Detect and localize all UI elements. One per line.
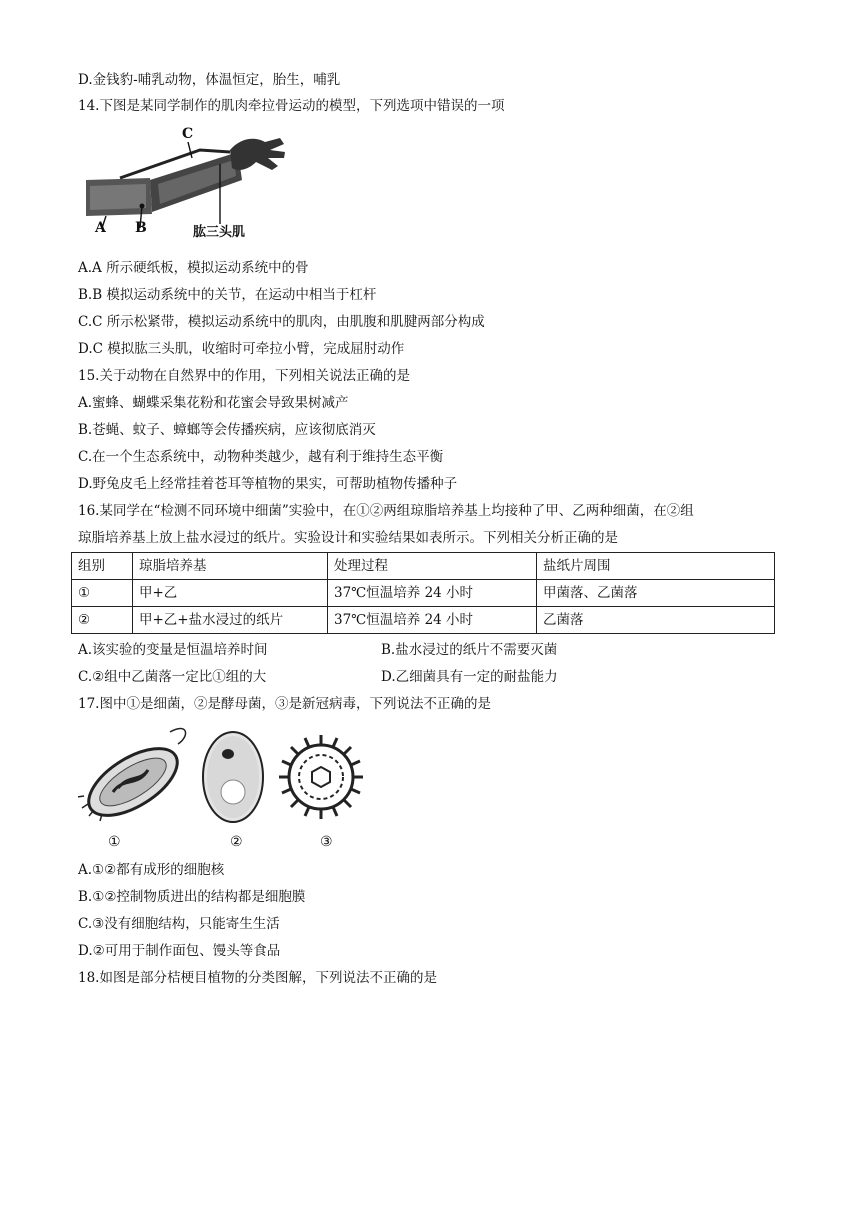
muscle-model-drawing xyxy=(80,128,295,243)
label-bacterium: ① xyxy=(108,834,121,850)
q16-option-c: C.②组中乙菌落一定比①组的大 xyxy=(78,669,267,685)
microbes-figure xyxy=(78,722,378,857)
results-table xyxy=(71,552,775,634)
q16-options-row1 xyxy=(78,640,778,660)
label-virus: ③ xyxy=(320,834,333,850)
q17-option-d: D.②可用于制作面包、馒头等食品 xyxy=(78,943,281,959)
header-cell: 琼脂培养基 xyxy=(133,553,328,580)
muscle-model-figure xyxy=(80,128,295,243)
q16-option-a: A.该实验的变量是恒温培养时间 xyxy=(78,642,268,658)
table-cell: 37℃恒温培养 24 小时 xyxy=(328,607,537,634)
q14-stem: 14.下图是某同学制作的肌肉牵拉骨运动的模型，下列选项中错误的一项 xyxy=(78,98,505,114)
q18-stem: 18.如图是部分桔梗目植物的分类图解，下列说法不正确的是 xyxy=(78,970,437,986)
q15-option-b: B.苍蝇、蚊子、蟑螂等会传播疾病，应该彻底消灭 xyxy=(78,422,376,438)
table-cell: ① xyxy=(72,580,133,607)
q17-option-a: A.①②都有成形的细胞核 xyxy=(78,862,225,878)
q13-option-d: D.金钱豹-哺乳动物，体温恒定，胎生，哺乳 xyxy=(78,72,341,88)
microbes-drawing xyxy=(78,722,378,832)
q17-option-c: C.③没有细胞结构，只能寄生生活 xyxy=(78,916,280,932)
q16-option-d: D.乙细菌具有一定的耐盐能力 xyxy=(381,669,558,685)
table-cell: 甲+乙+盐水浸过的纸片 xyxy=(133,607,328,634)
q14-option-b: B.B 模拟运动系统中的关节，在运动中相当于杠杆 xyxy=(78,287,377,303)
q17-option-b: B.①②控制物质进出的结构都是细胞膜 xyxy=(78,889,306,905)
table-row xyxy=(72,607,775,634)
table-cell: 甲菌落、乙菌落 xyxy=(537,580,775,607)
header-cell: 盐纸片周围 xyxy=(537,553,775,580)
q14-option-d: D.C 模拟肱三头肌，收缩时可牵拉小臂，完成屈肘动作 xyxy=(78,341,405,357)
table-cell: 乙菌落 xyxy=(537,607,775,634)
table-header-row xyxy=(72,553,775,580)
q16-stem-line2: 琼脂培养基上放上盐水浸过的纸片。实验设计和实验结果如表所示。下列相关分析正确的是 xyxy=(78,530,618,546)
q15-option-d: D.野兔皮毛上经常挂着苍耳等植物的果实，可帮助植物传播种子 xyxy=(78,476,458,492)
q16-option-b: B.盐水浸过的纸片不需要灭菌 xyxy=(381,642,558,658)
q14-option-c: C.C 所示松紧带，模拟运动系统中的肌肉，由肌腹和肌腱两部分构成 xyxy=(78,314,485,330)
table-row xyxy=(72,580,775,607)
bacterium-drawing xyxy=(78,729,188,829)
table-cell: ② xyxy=(72,607,133,634)
q14-option-a: A.A 所示硬纸板，模拟运动系统中的骨 xyxy=(78,260,309,276)
label-c: C xyxy=(182,126,194,142)
label-b: B xyxy=(135,220,147,236)
q16-options-row2 xyxy=(78,667,778,687)
q15-stem: 15.关于动物在自然界中的作用，下列相关说法正确的是 xyxy=(78,368,410,384)
q15-option-a: A.蜜蜂、蝴蝶采集花粉和花蜜会导致果树减产 xyxy=(78,395,349,411)
q16-stem-line1: 16.某同学在“检测不同环境中细菌”实验中，在①②两组琼脂培养基上均接种了甲、乙两种细菌，在②组 xyxy=(78,503,694,519)
label-triceps: 肱三头肌 xyxy=(193,225,246,240)
yeast-drawing xyxy=(203,732,263,822)
label-yeast: ② xyxy=(230,834,243,850)
virus-drawing xyxy=(279,735,363,819)
header-cell: 处理过程 xyxy=(328,553,537,580)
table-cell: 甲+乙 xyxy=(133,580,328,607)
q17-stem: 17.图中①是细菌，②是酵母菌，③是新冠病毒，下列说法不正确的是 xyxy=(78,696,491,712)
q15-option-c: C.在一个生态系统中，动物种类越少，越有利于维持生态平衡 xyxy=(78,449,444,465)
table-cell: 37℃恒温培养 24 小时 xyxy=(328,580,537,607)
label-a: A xyxy=(95,220,106,236)
header-cell: 组别 xyxy=(72,553,133,580)
